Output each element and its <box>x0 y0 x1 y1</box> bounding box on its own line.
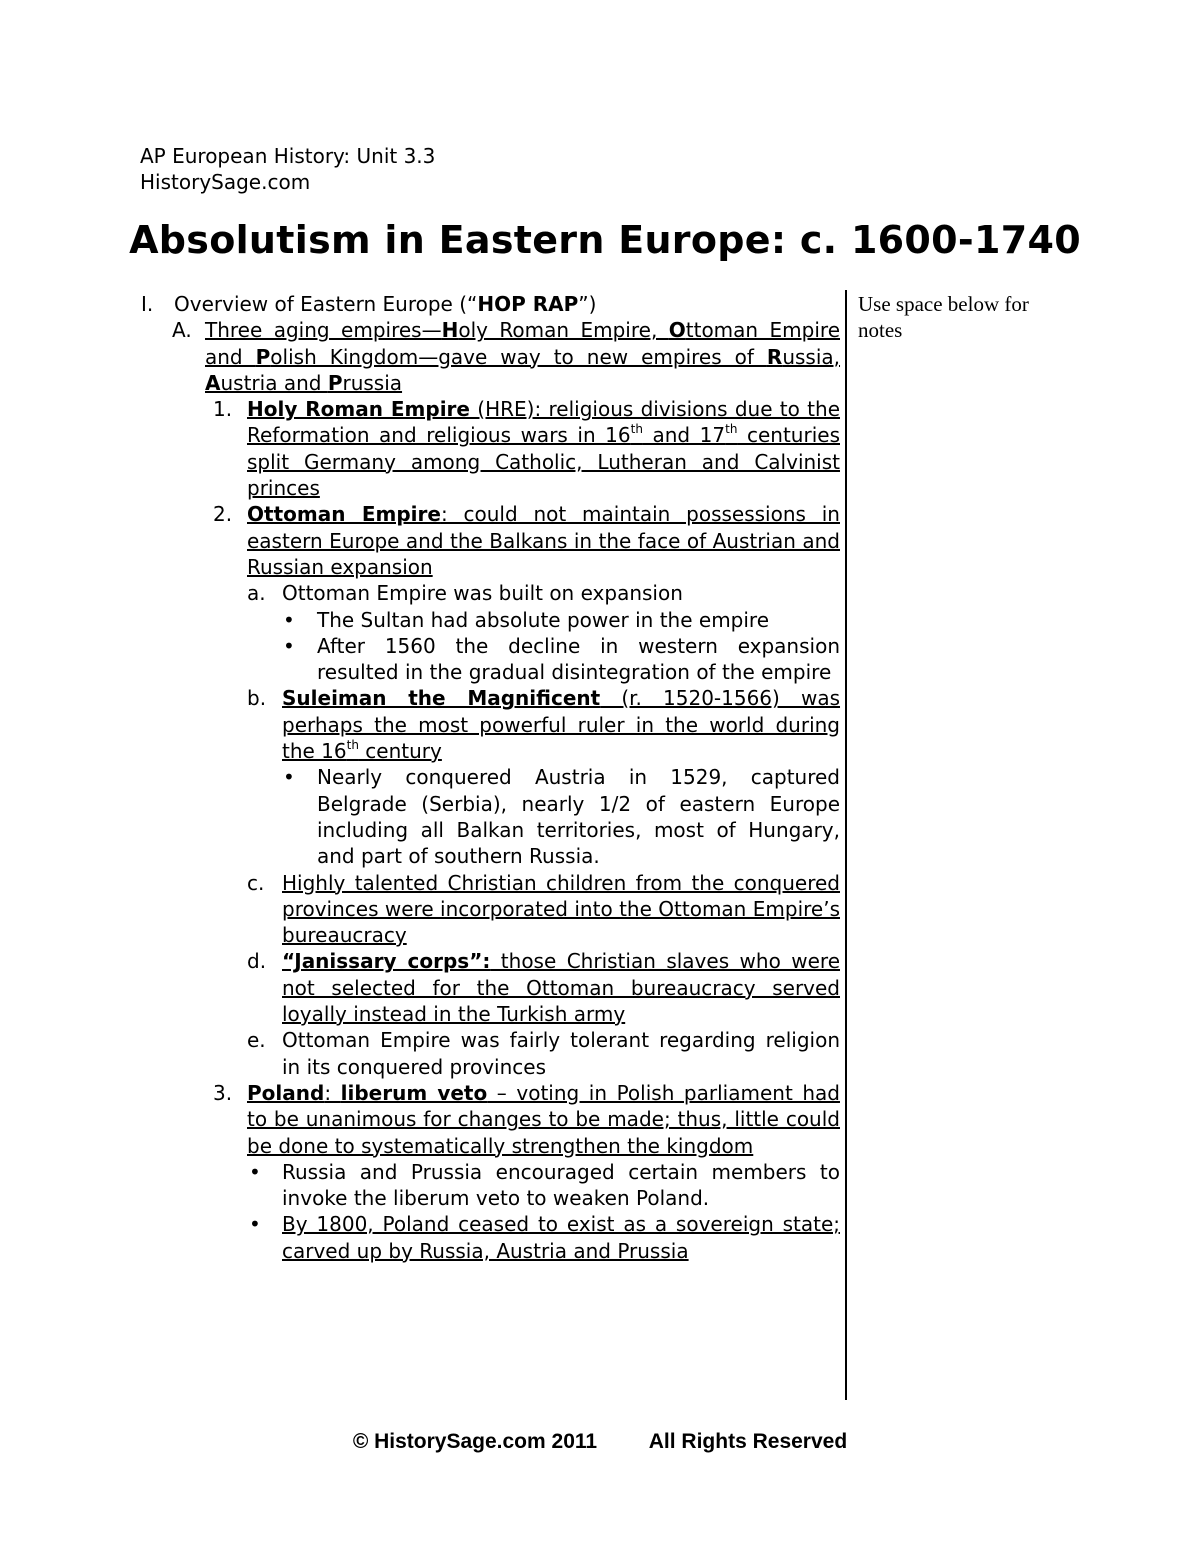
outline-item-b <box>0 685 840 764</box>
marker-number-1: 1. <box>213 397 233 422</box>
marker-letter-d: d. <box>247 949 267 974</box>
notes-label: Use space below for notes <box>858 292 1029 342</box>
bullet-text: By 1800, Poland ceased to exist as a sovereign state; carved up by Russia, Austria and Prussia <box>282 1212 840 1263</box>
course-label: AP European History: Unit 3.3 <box>140 144 436 168</box>
bullet-item <box>0 633 840 686</box>
outline-item-c <box>0 870 840 949</box>
bullet-text: Russia and Prussia encouraged certain members to invoke the liberum veto to weaken Poland. <box>282 1159 840 1211</box>
marker-letter-a-upper: A. <box>172 318 192 343</box>
outline-item-1 <box>0 396 840 501</box>
marker-number-3: 3. <box>213 1080 233 1105</box>
bullet-item <box>0 1159 840 1212</box>
item-text: Three aging empires—Holy Roman Empire, Ottoman Empire and Polish Kingdom—gave way to new empires of Russia, Austria and Prussia <box>205 318 841 395</box>
marker-number-2: 2. <box>213 502 233 527</box>
outline-item-2 <box>0 501 840 580</box>
page-title: Absolutism in Eastern Europe: c. 1600-1740 <box>129 218 1081 262</box>
rights-text: All Rights Reserved <box>648 1430 848 1453</box>
item-text: Highly talented Christian children from the conquered provinces were incorporated into the Ottoman Empire’s bureaucracy <box>282 870 840 948</box>
item-text: Overview of Eastern Europe (“HOP RAP”) <box>174 292 597 316</box>
copyright-text: © HistorySage.com 2011 <box>352 1430 598 1453</box>
marker-letter-a: a. <box>247 581 266 606</box>
bullet-item <box>0 1211 840 1264</box>
bullet-icon: • <box>249 1159 261 1184</box>
item-text: “Janissary corps”: those Christian slaves who were not selected for the Ottoman bureaucracy served loyally instead in the Turkish army <box>282 949 840 1027</box>
bullet-text: The Sultan had absolute power in the empire <box>317 607 770 632</box>
bullet-icon: • <box>249 1212 261 1237</box>
marker-letter-b: b. <box>247 686 267 711</box>
column-divider <box>845 290 847 1400</box>
bullet-icon: • <box>283 765 295 790</box>
document-header <box>140 143 435 195</box>
marker-roman-i: I. <box>141 292 154 316</box>
bullet-item <box>0 764 840 869</box>
outline-item-d <box>0 948 840 1027</box>
bullet-text: After 1560 the decline in western expansion resulted in the gradual disintegration of the empire <box>317 633 840 685</box>
item-text: Ottoman Empire was built on expansion <box>282 581 683 606</box>
outline-item-e <box>0 1027 840 1080</box>
outline-item-a <box>0 580 840 606</box>
marker-letter-e: e. <box>247 1028 266 1053</box>
outline-item-3 <box>0 1080 840 1159</box>
bullet-item <box>0 607 840 633</box>
item-text: Poland: liberum veto – voting in Polish parliament had to be unanimous for changes to be made; thus, little could be done to systematically strengthen the kingdom <box>247 1080 840 1158</box>
item-text: Ottoman Empire: could not maintain possessions in eastern Europe and the Balkans in the face of Austrian and Russian expansion <box>247 502 840 579</box>
outline-item-I <box>0 291 840 317</box>
bullet-icon: • <box>283 607 295 632</box>
outline-item-A <box>0 317 840 396</box>
page-footer <box>0 1430 1200 1454</box>
item-text: Holy Roman Empire (HRE): religious divisions due to the Reformation and religious wars in 16th and 17th centuries split Germany among Catholic, Lutheran and Calvinist princes <box>247 397 840 501</box>
outline <box>0 291 840 1264</box>
bullet-icon: • <box>283 633 295 658</box>
bullet-text: Nearly conquered Austria in 1529, captured Belgrade (Serbia), nearly 1/2 of eastern Europe including all Balkan territories, most of Hungary, and part of southern Russia. <box>317 765 840 869</box>
marker-letter-c: c. <box>247 870 265 895</box>
site-label: HistorySage.com <box>140 170 311 194</box>
item-text: Ottoman Empire was fairly tolerant regarding religion in its conquered provinces <box>282 1028 840 1079</box>
item-text: Suleiman the Magnificent (r. 1520-1566) was perhaps the most powerful ruler in the world during the 16th century <box>282 686 841 764</box>
